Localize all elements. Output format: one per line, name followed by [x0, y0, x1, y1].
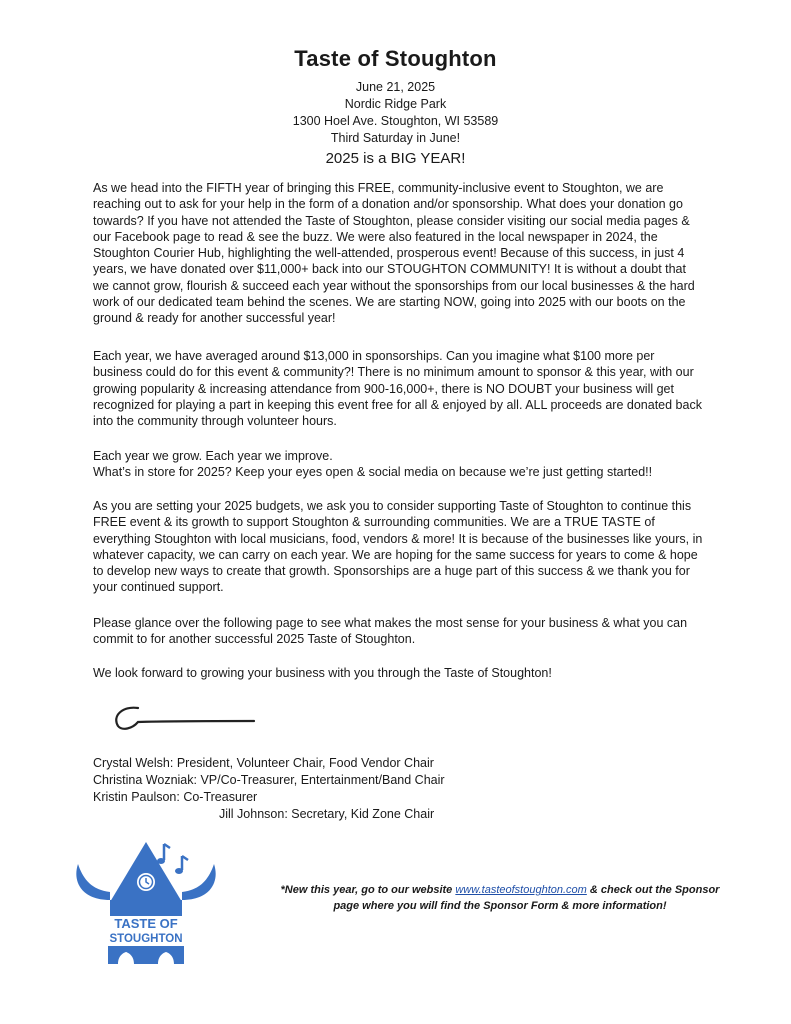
event-schedule: Third Saturday in June!	[330, 131, 461, 145]
taste-of-stoughton-logo	[70, 838, 220, 968]
website-link[interactable]: www.tasteofstoughton.com	[455, 884, 587, 896]
signatory-secretary: Jill Johnson: Secretary, Kid Zone Chair	[219, 807, 435, 821]
paragraph-growth: Each year we grow. Each year we improve. What’s in store for 2025? Keep your eyes open & social media on because we’re just getting started!!	[93, 449, 653, 480]
logo-line-1: TASTE OF	[114, 916, 178, 931]
signatory-president: Crystal Welsh: President, Volunteer Chair, Food Vendor Chair	[93, 756, 434, 770]
tagline: 2025 is a BIG YEAR!	[325, 150, 466, 167]
logo-line-2: STOUGHTON	[109, 933, 183, 945]
paragraph-intro: As we head into the FIFTH year of bringing this FREE, community-inclusive event to Stoughton, we are reaching out to ask for your help in the form of a donation and/or sponsorship. What does your donation go towards? If you have not attended the Taste of Stoughton, please consider visiting our social media pages & our Facebook page to read & see the buzz. We were also featured in the local newspaper in 2024, the Stoughton Courier Hub, highlighting the well-attended, prosperous event! Because of this success, in just 4 years, we have donated over $11,000+ back into our STOUGHTON COMMUNITY! It is without a doubt that we cannot grow, flourish & succeed each year without the sponsorships from our local businesses & the hard work of our dedicated team behind the scenes. We are starting NOW, going into 2025 with our boots on the ground & ready for another successful year!	[93, 181, 695, 326]
event-date: June 21, 2025	[355, 80, 436, 94]
event-address: 1300 Hoel Ave. Stoughton, WI 53589	[292, 114, 499, 128]
signatory-vice-president: Christina Wozniak: VP/Co-Treasurer, Entertainment/Band Chair	[93, 773, 445, 787]
website-note	[280, 882, 720, 914]
page-title: Taste of Stoughton	[294, 46, 497, 71]
paragraph-budgets: As you are setting your 2025 budgets, we ask you to consider supporting Taste of Stoughton to continue this FREE event & its growth to support Stoughton & surrounding communities. We are a TRUE TASTE of everything Stoughton with local musicians, food, vendors & more! It is because of the businesses like yours, in whatever capacity, we can carry on each year. We are hoping for the same success for years to come & hope to develop new ways to create that growth. Sponsorships are a huge part of this success & we thank you for your continued support.	[93, 499, 703, 595]
note-suffix: & check out the Sponsor page where you will find the Sponsor Form & more information!	[333, 884, 720, 912]
signatory-co-treasurer: Kristin Paulson: Co-Treasurer	[93, 790, 258, 804]
paragraph-next-page: Please glance over the following page to see what makes the most sense for your business & what you can commit to for another successful 2025 Taste of Stoughton.	[93, 616, 688, 647]
paragraph-closing: We look forward to growing your business with you through the Taste of Stoughton!	[93, 666, 552, 680]
note-prefix: *New this year, go to our website	[280, 884, 456, 896]
signature-image	[108, 700, 268, 740]
paragraph-sponsorships: Each year, we have averaged around $13,000 in sponsorships. Can you imagine what $100 more per business could do for this event & community?! There is no minimum amount to sponsor & this year, with our growing popularity & increasing attendance from 900-16,000+, there is NO DOUBT your business will get recognized for playing a part in keeping this event free for all & enjoyed by all. ALL proceeds are donated back into the community through volunteer hours.	[93, 349, 702, 429]
event-venue: Nordic Ridge Park	[344, 97, 447, 111]
